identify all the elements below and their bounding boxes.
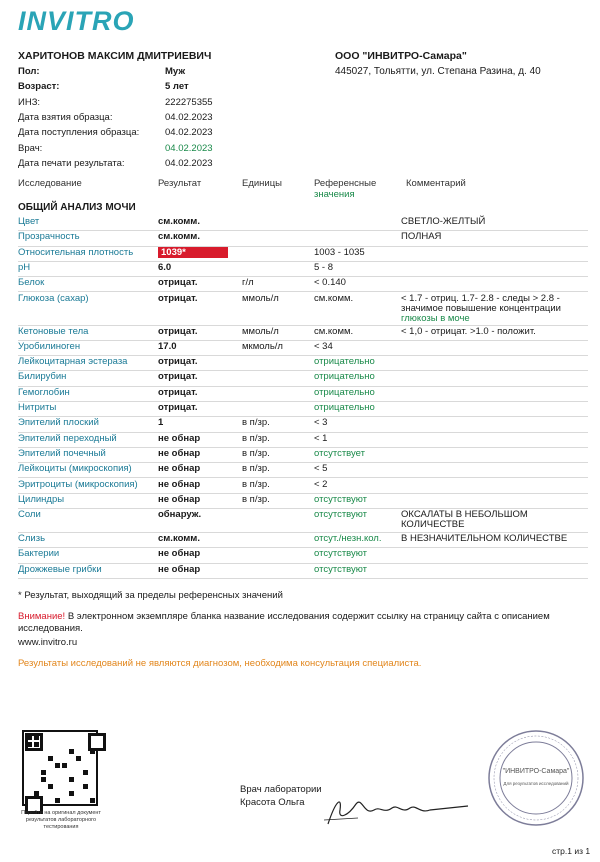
table-row [18, 370, 588, 386]
test-unit: в п/зр. [242, 447, 270, 459]
table-row [18, 563, 588, 579]
qr-module [34, 791, 39, 796]
table-row [18, 493, 588, 509]
organization-address: 445027, Тольятти, ул. Степана Разина, д. 40 [335, 66, 541, 77]
invitro-logo: INVITRO [18, 6, 135, 36]
test-name[interactable]: Эритроциты (микроскопия) [18, 478, 138, 490]
doctor-name: Красота Ольга [240, 797, 305, 808]
patient-field-value: 222275355 [165, 96, 213, 108]
test-ref: отсут./незн.кол. [314, 533, 382, 545]
test-ref: < 34 [314, 340, 333, 352]
test-name[interactable]: Белок [18, 277, 45, 289]
patient-field [18, 66, 338, 81]
patient-field [18, 97, 338, 112]
test-ref: отрицательно [314, 356, 375, 368]
test-name[interactable]: Соли [18, 509, 41, 521]
flag-note: * Результат, выходящий за пределы референсных значений [18, 590, 283, 601]
test-ref: < 3 [314, 417, 328, 429]
test-name[interactable]: pH [18, 261, 31, 273]
test-result: не обнар [158, 548, 201, 560]
page-number: стр.1 из 1 [552, 846, 591, 856]
table-row [18, 276, 588, 292]
table-row [18, 401, 588, 417]
table-header [18, 178, 588, 200]
patient-field-label: Пол: [18, 66, 40, 77]
qr-module [69, 749, 74, 754]
test-result: не обнар [158, 447, 201, 459]
table-row [18, 340, 588, 356]
test-ref: отрицательно [314, 402, 375, 413]
patient-field-value: 5 лет [165, 81, 189, 93]
test-name[interactable]: Уробилиноген [18, 340, 81, 352]
table-row [18, 215, 588, 231]
table-row [18, 447, 588, 463]
test-result: отрицат. [158, 277, 198, 289]
test-comment-2: значимое повышение концентрации [401, 302, 561, 314]
test-name[interactable]: Гемоглобин [18, 386, 70, 398]
qr-module [55, 798, 60, 803]
patient-field [18, 127, 338, 142]
test-name[interactable]: Эпителий почечный [18, 447, 106, 459]
qr-caption: Перейти на оригинал документ результатов лабораторного тестирования [21, 810, 101, 830]
test-unit: в п/зр. [242, 478, 270, 490]
stamp-sub: Для результатов исследований [503, 781, 569, 786]
test-unit: мкмоль/л [242, 340, 283, 352]
doctor-title: Врач лаборатории [240, 784, 322, 795]
test-name[interactable]: Кетоновые тела [18, 325, 89, 337]
patient-field [18, 158, 338, 173]
qr-module [83, 770, 88, 775]
test-result: не обнар [158, 493, 201, 505]
table-row [18, 230, 588, 246]
test-result: отрицат. [158, 402, 198, 413]
test-ref: 5 - 8 [314, 261, 334, 273]
test-name[interactable]: Бактерии [18, 548, 60, 560]
test-result: не обнар [158, 463, 201, 475]
test-name[interactable]: Нитриты [18, 402, 57, 413]
header-result: Результат [158, 178, 202, 189]
test-ref: < 1 [314, 432, 328, 444]
test-comment: В НЕЗНАЧИТЕЛЬНОМ КОЛИЧЕСТВЕ [401, 533, 568, 545]
test-result: обнаруж. [158, 509, 202, 521]
test-ref: см.комм. [314, 292, 354, 304]
test-result: не обнар [158, 478, 201, 490]
table-row [18, 355, 588, 371]
qr-module [76, 756, 81, 761]
patient-field-value: 04.02.2023 [165, 111, 213, 123]
test-comment: < 1.7 - отриц. 1.7- 2.8 - следы > 2.8 - [401, 292, 560, 304]
company-stamp [486, 728, 586, 828]
test-name[interactable]: Цвет [18, 216, 40, 227]
table-row [18, 478, 588, 494]
qr-module [41, 770, 46, 775]
test-ref: см.комм. [314, 325, 354, 337]
test-name[interactable]: Цилиндры [18, 493, 65, 505]
patient-field-value: 04.02.2023 [165, 157, 213, 169]
qr-module [69, 791, 74, 796]
attention-label: Внимание! [18, 611, 66, 622]
patient-field-label: ИНЗ: [18, 96, 41, 108]
patient-field-label: Врач: [18, 142, 43, 154]
test-name[interactable]: Лейкоциты (микроскопия) [18, 463, 132, 475]
test-result: 6.0 [158, 261, 172, 273]
test-unit: в п/зр. [242, 463, 270, 475]
table-row [18, 547, 588, 563]
test-unit: ммоль/л [242, 292, 279, 304]
qr-module [34, 742, 39, 747]
qr-module [41, 777, 46, 782]
test-unit: в п/зр. [242, 417, 270, 429]
patient-name: ХАРИТОНОВ МАКСИМ ДМИТРИЕВИЧ [18, 50, 212, 62]
qr-code[interactable] [22, 730, 98, 806]
qr-module [90, 749, 95, 754]
test-name[interactable]: Эпителий переходный [18, 432, 117, 444]
qr-module [83, 784, 88, 789]
patient-field-label: Дата печати результата: [18, 157, 125, 169]
attention-note [18, 611, 584, 635]
patient-field-label: Возраст: [18, 81, 60, 93]
patient-field-value: Муж [165, 66, 186, 77]
test-ref: отрицательно [314, 386, 375, 398]
qr-module [69, 777, 74, 782]
test-comment-3: глюкозы в моче [401, 312, 470, 324]
test-ref: < 5 [314, 463, 328, 475]
disclaimer: Результаты исследований не являются диагнозом, необходима консультация специалиста. [18, 658, 422, 669]
patient-field-value: 04.02.2023 [165, 142, 213, 154]
test-result: 17.0 [158, 340, 177, 352]
table-row [18, 532, 588, 548]
test-ref: 1003 - 1035 [314, 246, 365, 258]
header-units: Единицы [242, 178, 283, 189]
stamp-center: "ИНВИТРО-Самара" [502, 768, 570, 775]
test-ref: < 0.140 [314, 277, 346, 289]
patient-field-value: 04.02.2023 [165, 127, 213, 139]
attention-text-2: исследования. [18, 623, 83, 634]
test-result: отрицат. [158, 386, 198, 398]
qr-module [27, 742, 32, 747]
test-name[interactable]: Дрожжевые грибки [18, 563, 102, 575]
test-result: см.комм. [158, 231, 200, 243]
test-name[interactable]: Прозрачность [18, 231, 80, 243]
qr-module [27, 735, 32, 740]
table-row [18, 508, 588, 533]
test-result: отрицат. [158, 292, 198, 304]
header-ref: Референсные [314, 178, 377, 189]
test-name[interactable]: Лейкоцитарная эстераза [18, 356, 128, 368]
test-result: не обнар [158, 563, 201, 575]
test-name[interactable]: Эпителий плоский [18, 417, 99, 429]
test-ref: отсутствует [314, 447, 365, 459]
test-name[interactable]: Глюкоза (сахар) [18, 292, 89, 304]
header-test: Исследование [18, 178, 82, 189]
qr-module [55, 763, 60, 768]
table-row [18, 416, 588, 432]
table-row [18, 261, 588, 277]
patient-field [18, 143, 338, 158]
test-comment: ПОЛНАЯ [401, 231, 442, 243]
test-comment-2: КОЛИЧЕСТВЕ [401, 519, 465, 531]
attention-text: В электронном экземпляре бланка название исследования содержит ссылку на страницу сайта с описанием [65, 611, 550, 622]
test-result: отрицат. [158, 371, 198, 383]
qr-module [34, 735, 39, 740]
test-ref: < 2 [314, 478, 328, 490]
test-comment: ОКСАЛАТЫ В НЕБОЛЬШОМ [401, 509, 528, 521]
header-comment: Комментарий [406, 178, 466, 189]
qr-module [62, 763, 67, 768]
test-name[interactable]: Слизь [18, 533, 46, 545]
qr-module [48, 784, 53, 789]
qr-module [90, 798, 95, 803]
test-comment: < 1,0 - отрицат. >1.0 - положит. [401, 325, 536, 337]
test-name[interactable]: Билирубин [18, 371, 67, 383]
test-result: отрицат. [158, 356, 198, 368]
test-comment: СВЕТЛО-ЖЕЛТЫЙ [401, 216, 486, 227]
table-row [18, 292, 588, 326]
section-title: ОБЩИЙ АНАЛИЗ МОЧИ [18, 202, 136, 213]
organization-name: ООО "ИНВИТРО-Самара" [335, 50, 467, 62]
patient-field-label: Дата поступления образца: [18, 127, 140, 139]
patient-field-label: Дата взятия образца: [18, 111, 113, 123]
patient-field [18, 81, 338, 96]
site-link[interactable]: www.invitro.ru [18, 637, 78, 648]
test-ref: отсутствуют [314, 548, 368, 560]
signature-image [318, 790, 478, 830]
header-ref-2: значения [314, 189, 355, 200]
table-row [18, 386, 588, 402]
test-unit: в п/зр. [242, 493, 270, 505]
test-unit: г/л [242, 277, 254, 289]
table-row [18, 462, 588, 478]
test-result: см.комм. [158, 533, 200, 545]
table-row [18, 432, 588, 448]
test-result: см.комм. [158, 216, 200, 227]
test-ref: отрицательно [314, 371, 375, 383]
test-ref: отсутствуют [314, 563, 368, 575]
test-result: отрицат. [158, 325, 198, 337]
test-unit: ммоль/л [242, 325, 279, 337]
test-name[interactable]: Относительная плотность [18, 246, 134, 258]
test-ref: отсутствуют [314, 509, 368, 521]
test-unit: в п/зр. [242, 432, 270, 444]
table-row [18, 246, 588, 262]
qr-module [48, 756, 53, 761]
table-row [18, 325, 588, 341]
patient-field [18, 112, 338, 127]
test-ref: отсутствуют [314, 493, 368, 505]
test-result: 1039* [158, 247, 228, 258]
test-result: 1 [158, 417, 164, 429]
test-result: не обнар [158, 432, 201, 444]
